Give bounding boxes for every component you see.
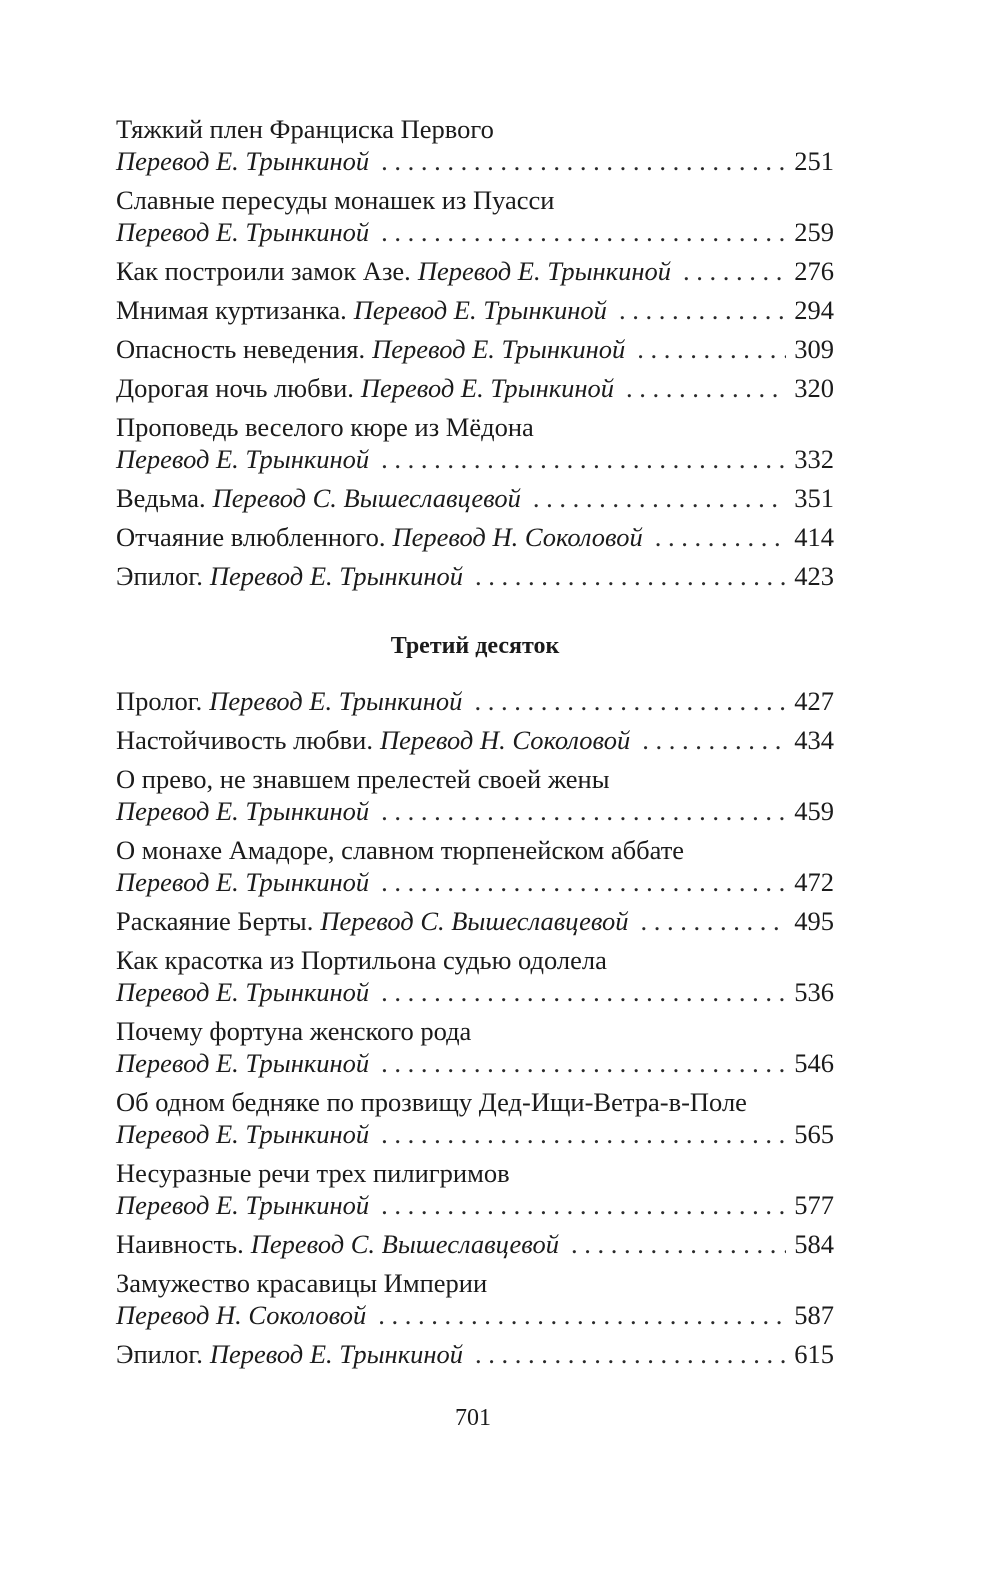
section-heading: Третий десяток xyxy=(390,633,560,659)
toc-entry-title: Наивность. xyxy=(116,1229,244,1259)
dot-leader xyxy=(381,976,786,1008)
toc-entry xyxy=(116,1228,834,1260)
toc-entry-detail-line xyxy=(116,795,834,827)
toc-entry-translator: Перевод Е. Трынкиной xyxy=(116,217,370,247)
toc-entry-title-line xyxy=(116,1015,834,1047)
toc-entry-detail-line xyxy=(116,443,834,475)
toc-entry-translator: Перевод С. Вышеславцевой xyxy=(250,1229,559,1259)
toc-entry xyxy=(116,255,834,287)
toc-entry-line xyxy=(116,294,834,326)
page-number: 701 xyxy=(455,1405,491,1431)
toc-entry xyxy=(116,685,834,717)
toc-entry-title: Мнимая куртизанка. xyxy=(116,295,347,325)
toc-entry-detail-line xyxy=(116,1118,834,1150)
toc-entry xyxy=(116,834,834,898)
toc-entry-page: 259 xyxy=(794,217,834,247)
toc-entry-translator: Перевод Е. Трынкиной xyxy=(360,373,615,403)
toc-entry-translator: Перевод Е. Трынкиной xyxy=(372,334,626,364)
toc-entry-title: Раскаяние Берты. xyxy=(116,906,314,936)
toc-entry-page: 276 xyxy=(794,256,834,286)
toc-entry xyxy=(116,1086,834,1150)
toc-entry-title-line xyxy=(116,184,834,216)
dot-leader xyxy=(381,216,786,248)
toc-entry-title-line xyxy=(116,113,834,145)
toc-entry-detail-line xyxy=(116,866,834,898)
dot-leader xyxy=(641,905,787,937)
dot-leader xyxy=(571,1228,786,1260)
toc-entry-title: Отчаяние влюбленного. xyxy=(116,522,386,552)
toc-entry-title-line xyxy=(116,1267,834,1299)
dot-leader xyxy=(381,1047,786,1079)
toc-entry-translator: Перевод Н. Соколовой xyxy=(392,522,643,552)
toc-entry xyxy=(116,763,834,827)
toc-entry-line xyxy=(116,1338,834,1370)
toc-entry-detail-line xyxy=(116,1299,834,1331)
toc-entry-page: 546 xyxy=(794,1048,834,1078)
toc-entry-title-line xyxy=(116,763,834,795)
dot-leader xyxy=(378,1299,786,1331)
toc-entry xyxy=(116,1267,834,1331)
toc-entry-title: Эпилог. xyxy=(116,1339,203,1369)
toc-entry xyxy=(116,482,834,514)
toc-entry xyxy=(116,333,834,365)
toc-entry-detail-line xyxy=(116,1189,834,1221)
toc-entry-page: 309 xyxy=(794,334,834,364)
toc-entry-title-line xyxy=(116,1157,834,1189)
toc-entry-page: 495 xyxy=(794,906,834,936)
toc-entry-translator: Перевод Е. Трынкиной xyxy=(353,295,607,325)
toc-entry-page: 251 xyxy=(794,146,834,176)
toc-entry-title: О монахе Амадоре, славном тюрпенейском аббате xyxy=(116,835,685,865)
toc-entry-title: Как красотка из Портильона судью одолела xyxy=(116,945,607,975)
toc-entry-page: 615 xyxy=(794,1339,834,1369)
table-of-contents xyxy=(116,113,834,1377)
toc-entry-page: 351 xyxy=(794,483,834,513)
toc-entry-title: Опасность неведения. xyxy=(116,334,366,364)
toc-entry-detail-line xyxy=(116,1047,834,1079)
toc-entry-title: Об одном бедняке по прозвищу Дед-Ищи-Ветра-в-Поле xyxy=(116,1087,747,1117)
toc-entry-detail-line xyxy=(116,145,834,177)
toc-entry xyxy=(116,1157,834,1221)
toc-entry-title: Настойчивость любви. xyxy=(116,725,373,755)
toc-entry-title-line xyxy=(116,834,834,866)
toc-entry-translator: Перевод Н. Соколовой xyxy=(116,1300,367,1330)
toc-entry-page: 332 xyxy=(794,444,834,474)
toc-entry-title: Дорогая ночь любви. xyxy=(116,373,354,403)
toc-entry xyxy=(116,1338,834,1370)
dot-leader xyxy=(642,724,786,756)
toc-entry xyxy=(116,294,834,326)
toc-entry-page: 577 xyxy=(794,1190,834,1220)
toc-entry-page: 427 xyxy=(794,686,834,716)
toc-entry-translator: Перевод Е. Трынкиной xyxy=(209,561,463,591)
dot-leader xyxy=(626,372,786,404)
dot-leader xyxy=(381,866,786,898)
toc-entry-title: Проповедь веселого кюре из Мёдона xyxy=(116,412,534,442)
toc-entry-line xyxy=(116,685,834,717)
toc-entry xyxy=(116,1015,834,1079)
toc-entry-translator: Перевод Е. Трынкиной xyxy=(116,977,370,1007)
toc-entry-translator: Перевод Е. Трынкиной xyxy=(116,146,370,176)
toc-entry-line xyxy=(116,1228,834,1260)
dot-leader xyxy=(619,294,786,326)
toc-entry xyxy=(116,560,834,592)
toc-entry-title: Замужество красавицы Империи xyxy=(116,1268,488,1298)
toc-entry-translator: Перевод Н. Соколовой xyxy=(379,725,631,755)
dot-leader xyxy=(381,145,786,177)
toc-entry-page: 414 xyxy=(794,522,834,552)
toc-entry-line xyxy=(116,255,834,287)
toc-entry-title: Тяжкий плен Франциска Первого xyxy=(116,114,494,144)
toc-entry-page: 294 xyxy=(794,295,834,325)
toc-entry-line xyxy=(116,333,834,365)
toc-entry-title: Пролог. xyxy=(116,686,203,716)
toc-entry-page: 434 xyxy=(794,725,834,755)
toc-section-second-dozen-continued xyxy=(116,113,834,592)
dot-leader xyxy=(655,521,787,553)
toc-entry-page: 423 xyxy=(794,561,834,591)
toc-entry-page: 584 xyxy=(794,1229,834,1259)
toc-entry xyxy=(116,184,834,248)
toc-entry-page: 459 xyxy=(794,796,834,826)
toc-entry-translator: Перевод Е. Трынкиной xyxy=(417,256,671,286)
dot-leader xyxy=(381,1118,786,1150)
toc-entry-title: Ведьма. xyxy=(116,483,206,513)
toc-entry-translator: Перевод Е. Трынкиной xyxy=(209,686,463,716)
toc-entry-translator: Перевод С. Вышеславцевой xyxy=(320,906,629,936)
dot-leader xyxy=(381,1189,786,1221)
toc-entry-title-line xyxy=(116,944,834,976)
toc-entry xyxy=(116,724,834,756)
toc-entry-translator: Перевод Е. Трынкиной xyxy=(116,1190,370,1220)
toc-entry-page: 565 xyxy=(794,1119,834,1149)
dot-leader xyxy=(533,482,786,514)
toc-entry-line xyxy=(116,521,834,553)
toc-entry xyxy=(116,521,834,553)
toc-entry-translator: Перевод Е. Трынкиной xyxy=(116,1119,370,1149)
toc-entry-page: 536 xyxy=(794,977,834,1007)
toc-entry-line xyxy=(116,482,834,514)
toc-entry xyxy=(116,944,834,1008)
toc-entry xyxy=(116,411,834,475)
dot-leader xyxy=(683,255,786,287)
toc-entry-translator: Перевод Е. Трынкиной xyxy=(116,796,370,826)
toc-entry-translator: Перевод Е. Трынкиной xyxy=(116,444,370,474)
dot-leader xyxy=(381,443,786,475)
toc-entry-translator: Перевод Е. Трынкиной xyxy=(116,1048,370,1078)
toc-entry-title: Славные пересуды монашек из Пуасси xyxy=(116,185,555,215)
dot-leader xyxy=(475,1338,786,1370)
dot-leader xyxy=(381,795,786,827)
toc-entry-detail-line xyxy=(116,216,834,248)
toc-entry-page: 472 xyxy=(794,867,834,897)
dot-leader xyxy=(474,685,786,717)
toc-entry-translator: Перевод Е. Трынкиной xyxy=(116,867,370,897)
toc-entry-title: Несуразные речи трех пилигримов xyxy=(116,1158,510,1188)
toc-entry-title: О прево, не знавшем прелестей своей жены xyxy=(116,764,610,794)
toc-entry xyxy=(116,113,834,177)
toc-section-third-dozen xyxy=(116,685,834,1370)
toc-entry-page: 320 xyxy=(794,373,834,403)
toc-entry-title-line xyxy=(116,411,834,443)
toc-entry-title: Как построили замок Азе. xyxy=(116,256,411,286)
toc-entry-translator: Перевод С. Вышеславцевой xyxy=(212,483,521,513)
toc-entry-title: Эпилог. xyxy=(116,561,203,591)
toc-entry-line xyxy=(116,560,834,592)
toc-entry-line xyxy=(116,372,834,404)
toc-entry-line xyxy=(116,905,834,937)
toc-entry-title: Почему фортуна женского рода xyxy=(116,1016,472,1046)
dot-leader xyxy=(637,333,786,365)
toc-entry-detail-line xyxy=(116,976,834,1008)
toc-entry-page: 587 xyxy=(794,1300,834,1330)
toc-entry xyxy=(116,905,834,937)
toc-entry-line xyxy=(116,724,834,756)
toc-entry-translator: Перевод Е. Трынкиной xyxy=(209,1339,463,1369)
toc-entry xyxy=(116,372,834,404)
dot-leader xyxy=(475,560,786,592)
toc-entry-title-line xyxy=(116,1086,834,1118)
